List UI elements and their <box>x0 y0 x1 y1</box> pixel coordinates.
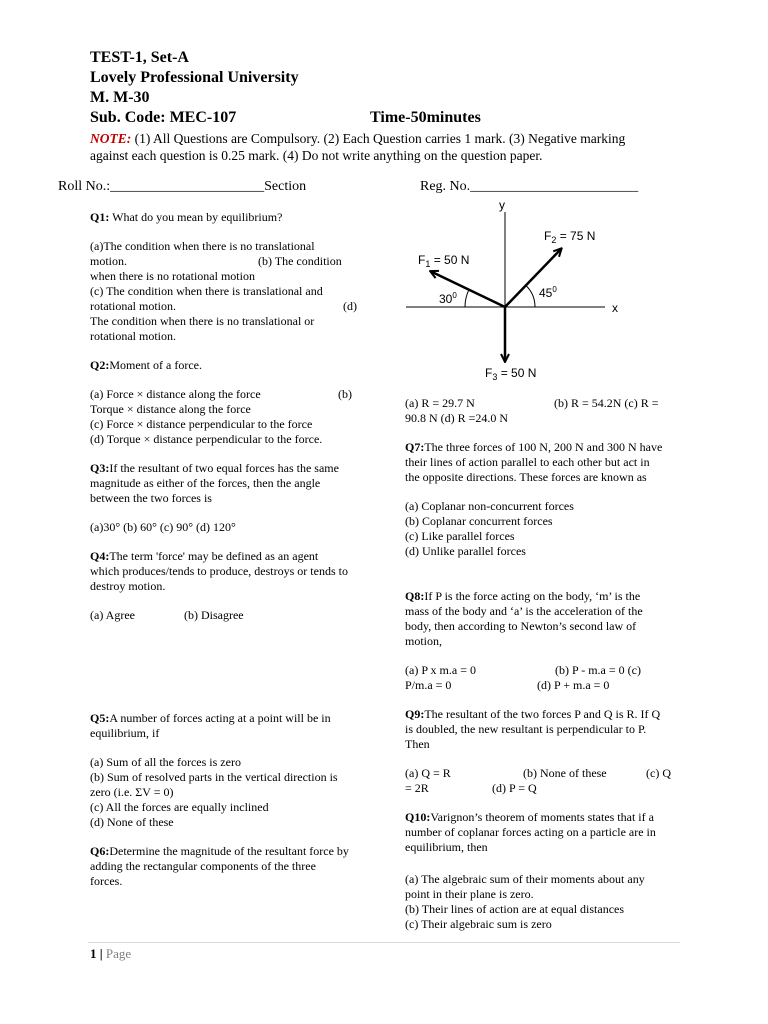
option-line: (c) Force × distance perpendicular to the force <box>90 417 313 431</box>
question-stem-line <box>90 461 375 476</box>
question-2-options <box>90 387 375 447</box>
question-10 <box>405 810 695 855</box>
question-8-options <box>405 663 695 693</box>
y-axis-label: y <box>499 198 505 212</box>
option-line <box>405 396 695 411</box>
question-stem-line: is doubled, the new resultant is perpendicular to P. <box>405 722 647 736</box>
option-line: (a) Sum of all the forces is zero <box>90 755 241 769</box>
question-stem-line: number of coplanar forces acting on a particle are in <box>405 825 656 839</box>
angle-arc-f1 <box>465 290 469 307</box>
question-stem-line: equilibrium, if <box>90 726 160 740</box>
question-stem-line: which produces/tends to produce, destroys or tends to <box>90 564 348 578</box>
option-text: (d) <box>343 299 357 313</box>
option-text: (a) Force × distance along the force <box>90 387 261 401</box>
option-text: (b) R = 54.2N (c) R = <box>554 396 659 410</box>
question-number: Q5: <box>90 711 110 725</box>
page-number: 1 <box>90 946 97 961</box>
footer-divider <box>88 942 680 943</box>
option-text: (b) Disagree <box>184 608 244 622</box>
question-stem-line: adding the rectangular components of the three <box>90 859 316 873</box>
option-text: (b) P - m.a = 0 (c) <box>555 663 641 677</box>
option-text: (d) P = Q <box>492 781 537 795</box>
question-5-options <box>90 755 375 830</box>
question-number: Q4: <box>90 549 110 563</box>
angle-label-f2 <box>539 285 557 300</box>
force-subscript: 3 <box>492 372 498 382</box>
angle-value: 45 <box>539 286 553 300</box>
question-stem-line: between the two forces is <box>90 491 212 505</box>
option-line: 90.8 N (d) R =24.0 N <box>405 411 509 425</box>
question-4-options <box>90 608 375 623</box>
question-stem-line: destroy motion. <box>90 579 166 593</box>
option-line: (c) Their algebraic sum is zero <box>405 917 552 931</box>
option-line <box>90 387 375 402</box>
degree-mark: 0 <box>452 291 457 300</box>
option-text: (b) None of these <box>523 766 607 780</box>
option-line: (a) The algebraic sum of their moments about any <box>405 872 645 886</box>
option-text: (a) R = 29.7 N <box>405 396 475 410</box>
question-number: Q1: <box>90 210 110 224</box>
option-text: (d) P + m.a = 0 <box>537 678 610 692</box>
question-7 <box>405 440 695 485</box>
reg-no-field: Reg. No.________________________ <box>420 179 639 194</box>
question-stem-line: motion, <box>405 634 443 648</box>
exam-time: Time-50minutes <box>370 109 481 126</box>
question-text: The resultant of the two forces P and Q is R. If Q <box>424 707 661 721</box>
force-label-f3 <box>485 366 536 382</box>
question-9 <box>405 707 695 752</box>
x-axis-label: x <box>612 301 618 315</box>
question-stem-line <box>90 844 375 859</box>
option-text: = 2R <box>405 781 429 795</box>
note-label: NOTE: <box>90 131 132 146</box>
question-10-options <box>405 872 695 932</box>
option-line: (c) All the forces are equally inclined <box>90 800 269 814</box>
angle-value: 30 <box>439 292 453 306</box>
question-text: A number of forces acting at a point will be in <box>109 711 331 725</box>
option-text: P/m.a = 0 <box>405 678 452 692</box>
question-stem-line <box>90 358 375 373</box>
question-stem-line: the opposite directions. These forces are known as <box>405 470 647 484</box>
question-stem-line <box>405 589 695 604</box>
force-symbol: F <box>418 253 426 267</box>
option-line <box>405 781 695 796</box>
option-line: (c) The condition when there is translational and <box>90 284 323 298</box>
question-number: Q9: <box>405 707 425 721</box>
option-text: rotational motion. <box>90 299 176 313</box>
option-line: (a)30° (b) 60° (c) 90° (d) 120° <box>90 520 236 534</box>
question-number: Q7: <box>405 440 425 454</box>
option-line: (a)The condition when there is no translational <box>90 239 315 253</box>
option-line <box>90 254 375 269</box>
left-column <box>90 210 375 903</box>
option-text: (c) Q <box>646 766 671 780</box>
option-line: zero (i.e. ΣV = 0) <box>90 785 174 799</box>
question-stem-line <box>90 711 375 726</box>
option-line: rotational motion. <box>90 329 176 343</box>
option-line <box>405 766 695 781</box>
force-arrow-f2 <box>505 249 561 307</box>
test-set-title: TEST-1, Set-A <box>90 49 189 66</box>
option-line: Torque × distance along the force <box>90 402 251 416</box>
page-label: Page <box>105 946 132 961</box>
question-1 <box>90 210 375 225</box>
question-text: The term 'force' may be defined as an agent <box>109 549 319 563</box>
question-1-options <box>90 239 375 344</box>
question-number: Q10: <box>405 810 431 824</box>
option-line: (b) Coplanar concurrent forces <box>405 514 553 528</box>
question-stem-line: their lines of action parallel to each other but act in <box>405 455 650 469</box>
option-line <box>405 663 695 678</box>
force-magnitude: = 75 N <box>556 229 596 243</box>
question-text: The three forces of 100 N, 200 N and 300 N have <box>424 440 663 454</box>
option-text: (b) <box>338 387 352 401</box>
question-text: Determine the magnitude of the resultant force by <box>109 844 349 858</box>
question-stem-line <box>90 549 375 564</box>
question-stem-line <box>405 440 695 455</box>
question-3-options <box>90 520 375 535</box>
university-name: Lovely Professional University <box>90 69 299 86</box>
instructions-note <box>90 130 625 164</box>
question-number: Q8: <box>405 589 425 603</box>
question-text: If the resultant of two equal forces has the same <box>109 461 339 475</box>
option-line: (b) Sum of resolved parts in the vertical direction is <box>90 770 338 784</box>
code-time-row <box>90 108 650 128</box>
option-line: (d) None of these <box>90 815 174 829</box>
right-column <box>405 396 695 946</box>
question-4 <box>90 549 375 594</box>
question-number: Q6: <box>90 844 110 858</box>
question-8 <box>405 589 695 649</box>
question-2 <box>90 358 375 373</box>
force-diagram <box>400 195 640 385</box>
force-label-f2 <box>544 229 595 245</box>
option-text: (a) Q = R <box>405 766 451 780</box>
option-text: (a) Agree <box>90 608 135 622</box>
question-7-options <box>405 499 695 559</box>
note-line <box>90 130 625 147</box>
force-label-f1 <box>418 253 469 269</box>
note-line: against each question is 0.25 mark. (4) Do not write anything on the question paper. <box>90 148 543 163</box>
question-3 <box>90 461 375 506</box>
question-6 <box>90 844 375 889</box>
question-text: What do you mean by equilibrium? <box>109 210 283 224</box>
question-stem-line: body, then according to Newton’s second law of <box>405 619 637 633</box>
force-subscript: 2 <box>551 235 557 245</box>
question-stem-line <box>405 707 695 722</box>
subject-code: Sub. Code: MEC-107 <box>90 109 237 126</box>
footer-separator: | <box>96 946 106 961</box>
max-marks: M. M-30 <box>90 89 150 106</box>
force-symbol: F <box>544 229 552 243</box>
option-text: motion. <box>90 254 128 268</box>
question-9-options <box>405 766 695 796</box>
option-line: (c) Like parallel forces <box>405 529 515 543</box>
option-line <box>405 678 695 693</box>
question-6-options <box>405 396 695 426</box>
question-number: Q2: <box>90 358 110 372</box>
question-number: Q3: <box>90 461 110 475</box>
degree-mark: 0 <box>552 285 557 294</box>
option-line <box>90 608 375 623</box>
question-5 <box>90 711 375 741</box>
angle-label-f1 <box>439 291 457 306</box>
option-line: (d) Torque × distance perpendicular to the force. <box>90 432 323 446</box>
question-stem-line <box>405 810 695 825</box>
question-stem-line: Then <box>405 737 430 751</box>
option-line: point in their plane is zero. <box>405 887 534 901</box>
question-stem-line: equilibrium, then <box>405 840 488 854</box>
option-line <box>90 299 375 314</box>
question-text: Varignon’s theorem of moments states that if a <box>430 810 654 824</box>
option-line: The condition when there is no translational or <box>90 314 315 328</box>
force-symbol: F <box>485 366 493 380</box>
page-footer <box>90 946 131 962</box>
roll-no-section-field: Roll No.:______________________Section <box>58 179 307 194</box>
option-line: (b) Their lines of action are at equal distances <box>405 902 625 916</box>
question-stem-line <box>90 210 375 225</box>
force-magnitude: = 50 N <box>497 366 537 380</box>
question-text: If P is the force acting on the body, ‘m’ is the <box>424 589 641 603</box>
question-stem-line: magnitude as either of the forces, then the angle <box>90 476 321 490</box>
note-text: (1) All Questions are Compulsory. (2) Each Question carries 1 mark. (3) Negative marking <box>131 131 626 146</box>
option-text: (a) P x m.a = 0 <box>405 663 476 677</box>
option-line: when there is no rotational motion <box>90 269 255 283</box>
question-stem-line: mass of the body and ‘a’ is the acceleration of the <box>405 604 643 618</box>
angle-arc-f2 <box>526 285 535 307</box>
option-line: (a) Coplanar non-concurrent forces <box>405 499 574 513</box>
force-magnitude: = 50 N <box>430 253 470 267</box>
force-subscript: 1 <box>425 259 431 269</box>
option-text: (b) The condition <box>258 254 342 268</box>
question-text: Moment of a force. <box>109 358 202 372</box>
paper-header <box>90 48 650 128</box>
question-stem-line: forces. <box>90 874 123 888</box>
option-line: (d) Unlike parallel forces <box>405 544 526 558</box>
